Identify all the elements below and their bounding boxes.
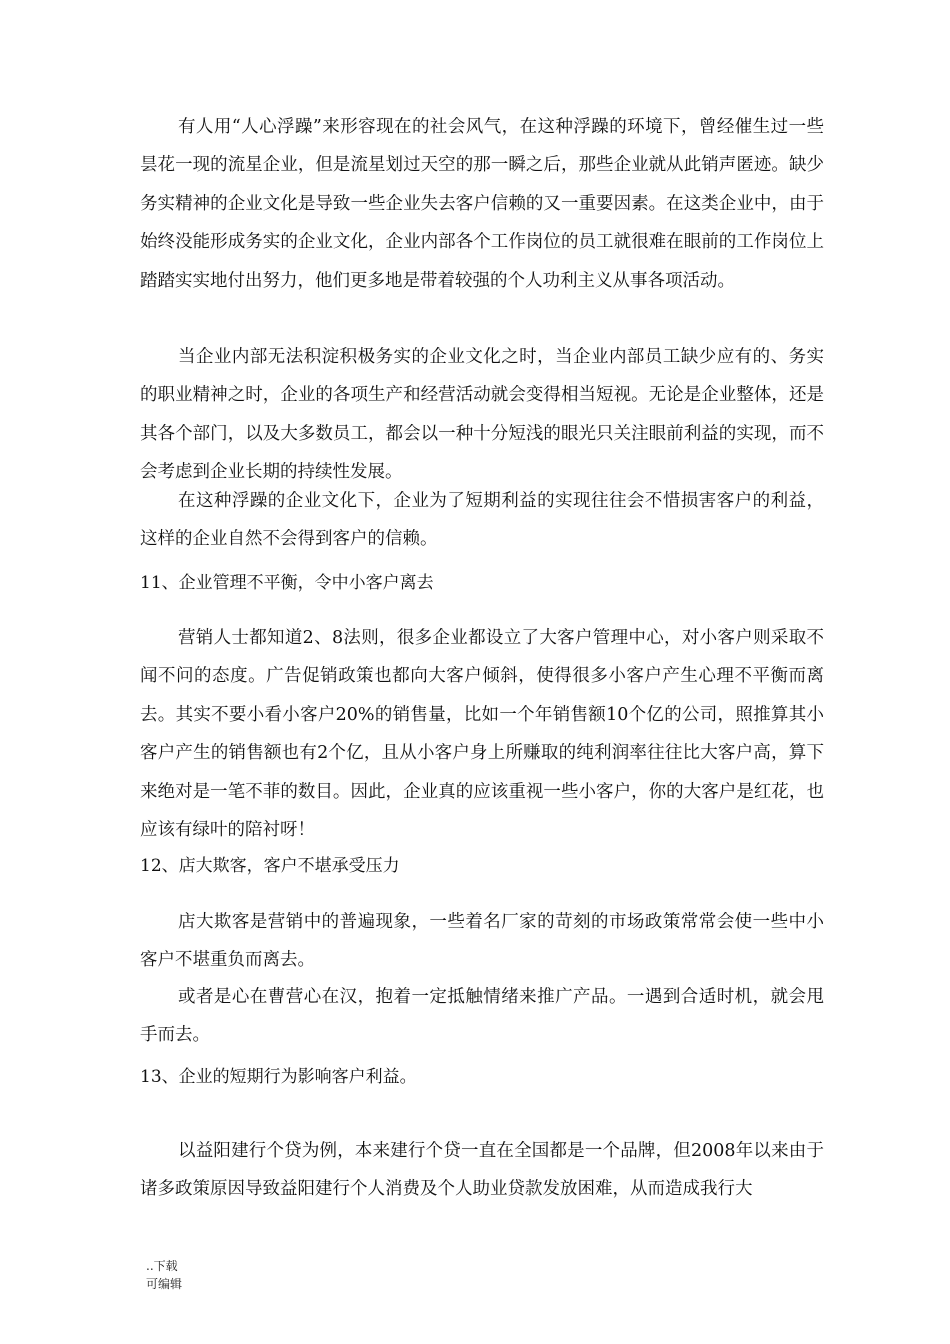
section-heading-12: 12、店大欺客，客户不堪承受压力 [140, 856, 400, 876]
paragraph-5: 店大欺客是营销中的普遍现象，一些着名厂家的苛刻的市场政策常常会使一些中小客户不堪重负而离去。 [140, 912, 824, 971]
footer-download-label: ..下载 [146, 1259, 178, 1273]
paragraph-7: 以益阳建行个贷为例，本来建行个贷一直在全国都是一个品牌，但2008年以来由于诸多政策原因导致益阳建行个人消费及个人助业贷款发放困难，从而造成我行大 [140, 1141, 824, 1200]
paragraph-2: 当企业内部无法积淀积极务实的企业文化之时，当企业内部员工缺少应有的、务实的职业精神之时，企业的各项生产和经营活动就会变得相当短视。无论是企业整体，还是其各个部门，以及大多数员工，都会以一种十分短浅的眼光只关注眼前利益的实现，而不会考虑到企业长期的持续性发展。 [140, 347, 824, 483]
paragraph-3: 在这种浮躁的企业文化下，企业为了短期利益的实现往往会不惜损害客户的利益，这样的企业自然不会得到客户的信赖。 [140, 491, 824, 550]
paragraph-1: 有人用“人心浮躁”来形容现在的社会风气，在这种浮躁的环境下，曾经催生过一些昙花一现的流星企业，但是流星划过天空的那一瞬之后，那些企业就从此销声匿迹。缺少务实精神的企业文化是导致一些企业失去客户信赖的又一重要因素。在这类企业中，由于始终没能形成务实的企业文化，企业内部各个工作岗位的员工就很难在眼前的工作岗位上踏踏实实地付出努力，他们更多地是带着较强的个人功利主义从事各项活动。 [140, 117, 824, 291]
paragraph-4: 营销人士都知道2、8法则，很多企业都设立了大客户管理中心，对小客户则采取不闻不问的态度。广告促销政策也都向大客户倾斜，使得很多小客户产生心理不平衡而离去。其实不要小看小客户20%的销售量，比如一个年销售额10个亿的公司，照推算其小客户产生的销售额也有2个亿，且从小客户身上所赚取的纯利润率往往比大客户高，算下来绝对是一笔不菲的数目。因此，企业真的应该重视一些小客户，你的大客户是红花，也应该有绿叶的陪衬呀！ [140, 628, 824, 841]
paragraph-6: 或者是心在曹营心在汉，抱着一定抵触情绪来推广产品。一遇到合适时机，就会甩手而去。 [140, 987, 824, 1046]
section-heading-11: 11、企业管理不平衡，令中小客户离去 [140, 573, 434, 593]
section-heading-13: 13、企业的短期行为影响客户利益。 [140, 1067, 417, 1087]
footer-editable-label: 可编辑 [146, 1277, 183, 1291]
